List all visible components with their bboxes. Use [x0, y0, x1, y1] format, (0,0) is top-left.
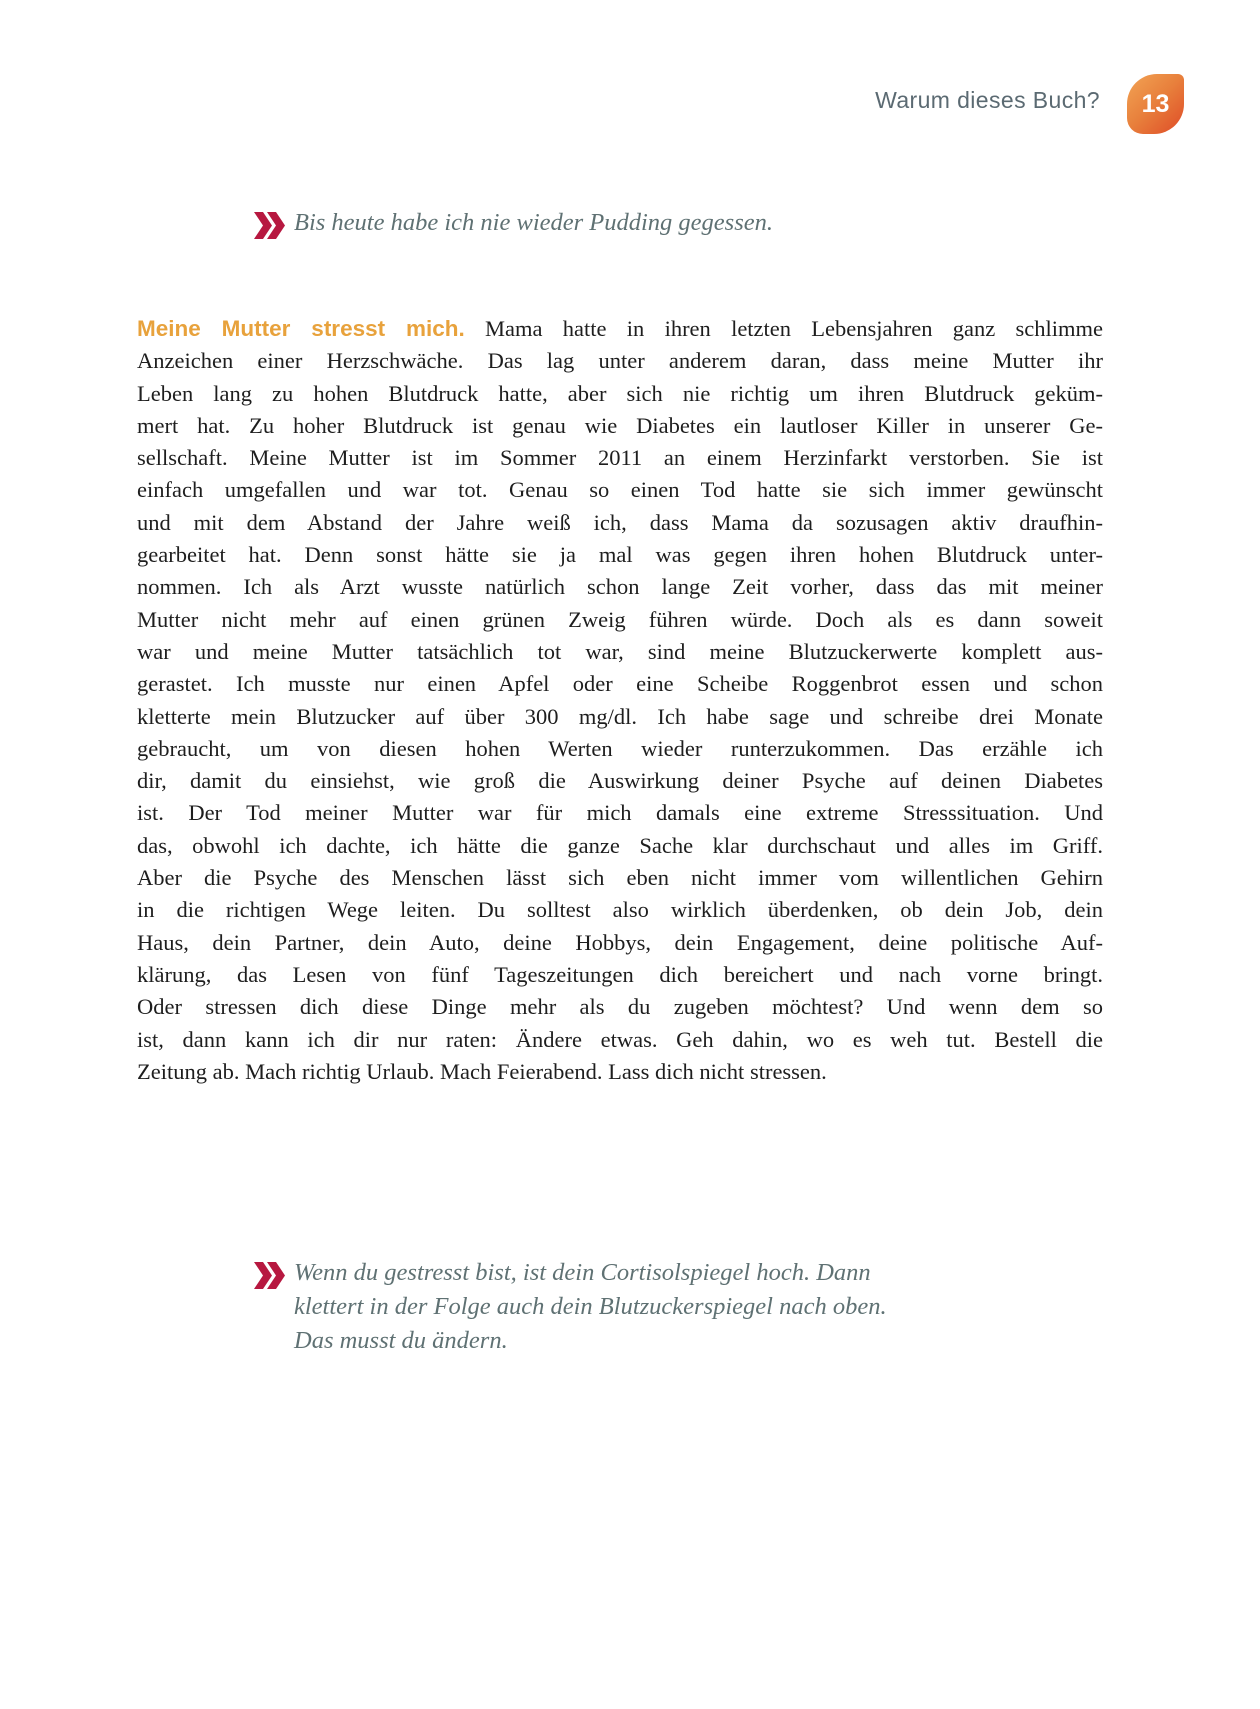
paragraph-line: mert hat. Zu hoher Blutdruck ist genau wie Diabetes ein lautloser Killer in unserer Ge- [137, 412, 1103, 438]
paragraph-line: kletterte mein Blutzucker auf über 300 mg/dl. Ich habe sage und schreibe drei Monate [137, 703, 1103, 729]
quote-text: Bis heute habe ich nie wieder Pudding gegessen. [294, 209, 773, 236]
paragraph-line: und mit dem Abstand der Jahre weiß ich, dass Mama da sozusagen aktiv draufhin- [137, 509, 1103, 535]
page-number: 13 [1141, 89, 1170, 118]
paragraph-line: Aber die Psyche des Menschen lässt sich eben nicht immer vom willentlichen Gehirn [137, 865, 1103, 891]
quote-line: Wenn du gestresst bist, ist dein Cortisolspiegel hoch. Dann [294, 1259, 871, 1286]
paragraph-line: in die richtigen Wege leiten. Du solltest also wirklich überdenken, ob dein Job, dein [137, 897, 1103, 923]
paragraph-line: nommen. Ich als Arzt wusste natürlich schon lange Zeit vorher, dass das mit meiner [137, 574, 1103, 600]
quote-line: klettert in der Folge auch dein Blutzuckerspiegel nach oben. [294, 1293, 887, 1320]
pull-quote-bottom [253, 1256, 887, 1358]
paragraph-line: gearbeitet hat. Denn sonst hätte sie ja mal was gegen ihren hohen Blutdruck unter- [137, 542, 1103, 568]
paragraph-lines [137, 345, 1103, 1088]
paragraph-line: gebraucht, um von diesen hohen Werten wieder runterzukommen. Das erzähle ich [137, 735, 1103, 761]
running-head: Warum dieses Buch? [875, 87, 1100, 113]
paragraph-line [137, 313, 1103, 345]
body-paragraph [137, 313, 1103, 1088]
paragraph-line: ist. Der Tod meiner Mutter war für mich damals eine extreme Stresssituation. Und [137, 800, 1103, 826]
paragraph-line: Mutter nicht mehr auf einen grünen Zweig führen würde. Doch als es dann soweit [137, 606, 1103, 632]
paragraph-line: klärung, das Lesen von fünf Tageszeitungen dich bereichert und nach vorne bringt. [137, 961, 1103, 987]
double-chevron-icon [253, 212, 285, 246]
quote-line: Das musst du ändern. [294, 1327, 508, 1354]
paragraph-line: dir, damit du einsiehst, wie groß die Auswirkung deiner Psyche auf deinen Diabetes [137, 768, 1103, 794]
paragraph-line: das, obwohl ich dachte, ich hätte die ganze Sache klar durchschaut und alles im Griff. [137, 832, 1103, 858]
pull-quote-top [253, 206, 773, 246]
paragraph-line: gerastet. Ich musste nur einen Apfel oder eine Scheibe Roggenbrot essen und schon [137, 671, 1103, 697]
page-number-badge [1127, 74, 1184, 134]
paragraph-line: Anzeichen einer Herzschwäche. Das lag unter anderem daran, dass meine Mutter ihr [137, 348, 1103, 374]
double-chevron-icon [253, 1262, 285, 1296]
paragraph-line: Haus, dein Partner, dein Auto, deine Hobbys, dein Engagement, deine politische Auf- [137, 929, 1103, 955]
quote-lines [294, 1256, 887, 1358]
paragraph-line-text: Mama hatte in ihren letzten Lebensjahren ganz schlimme [485, 316, 1103, 341]
paragraph-line: Leben lang zu hohen Blutdruck hatte, aber sich nie richtig um ihren Blutdruck geküm- [137, 380, 1103, 406]
paragraph-line: sellschaft. Meine Mutter ist im Sommer 2011 an einem Herzinfarkt verstorben. Sie ist [137, 445, 1103, 471]
paragraph-line: Oder stressen dich diese Dinge mehr als du zugeben möchtest? Und wenn dem so [137, 994, 1103, 1020]
paragraph-line: einfach umgefallen und war tot. Genau so einen Tod hatte sie sich immer gewünscht [137, 477, 1103, 503]
paragraph-line: Zeitung ab. Mach richtig Urlaub. Mach Feierabend. Lass dich nicht stressen. [137, 1058, 827, 1084]
lead-in-heading: Meine Mutter stresst mich. [137, 316, 465, 341]
paragraph-line: war und meine Mutter tatsächlich tot war, sind meine Blutzuckerwerte komplett aus- [137, 638, 1103, 664]
paragraph-line: ist, dann kann ich dir nur raten: Ändere etwas. Geh dahin, wo es weh tut. Bestell die [137, 1026, 1103, 1052]
